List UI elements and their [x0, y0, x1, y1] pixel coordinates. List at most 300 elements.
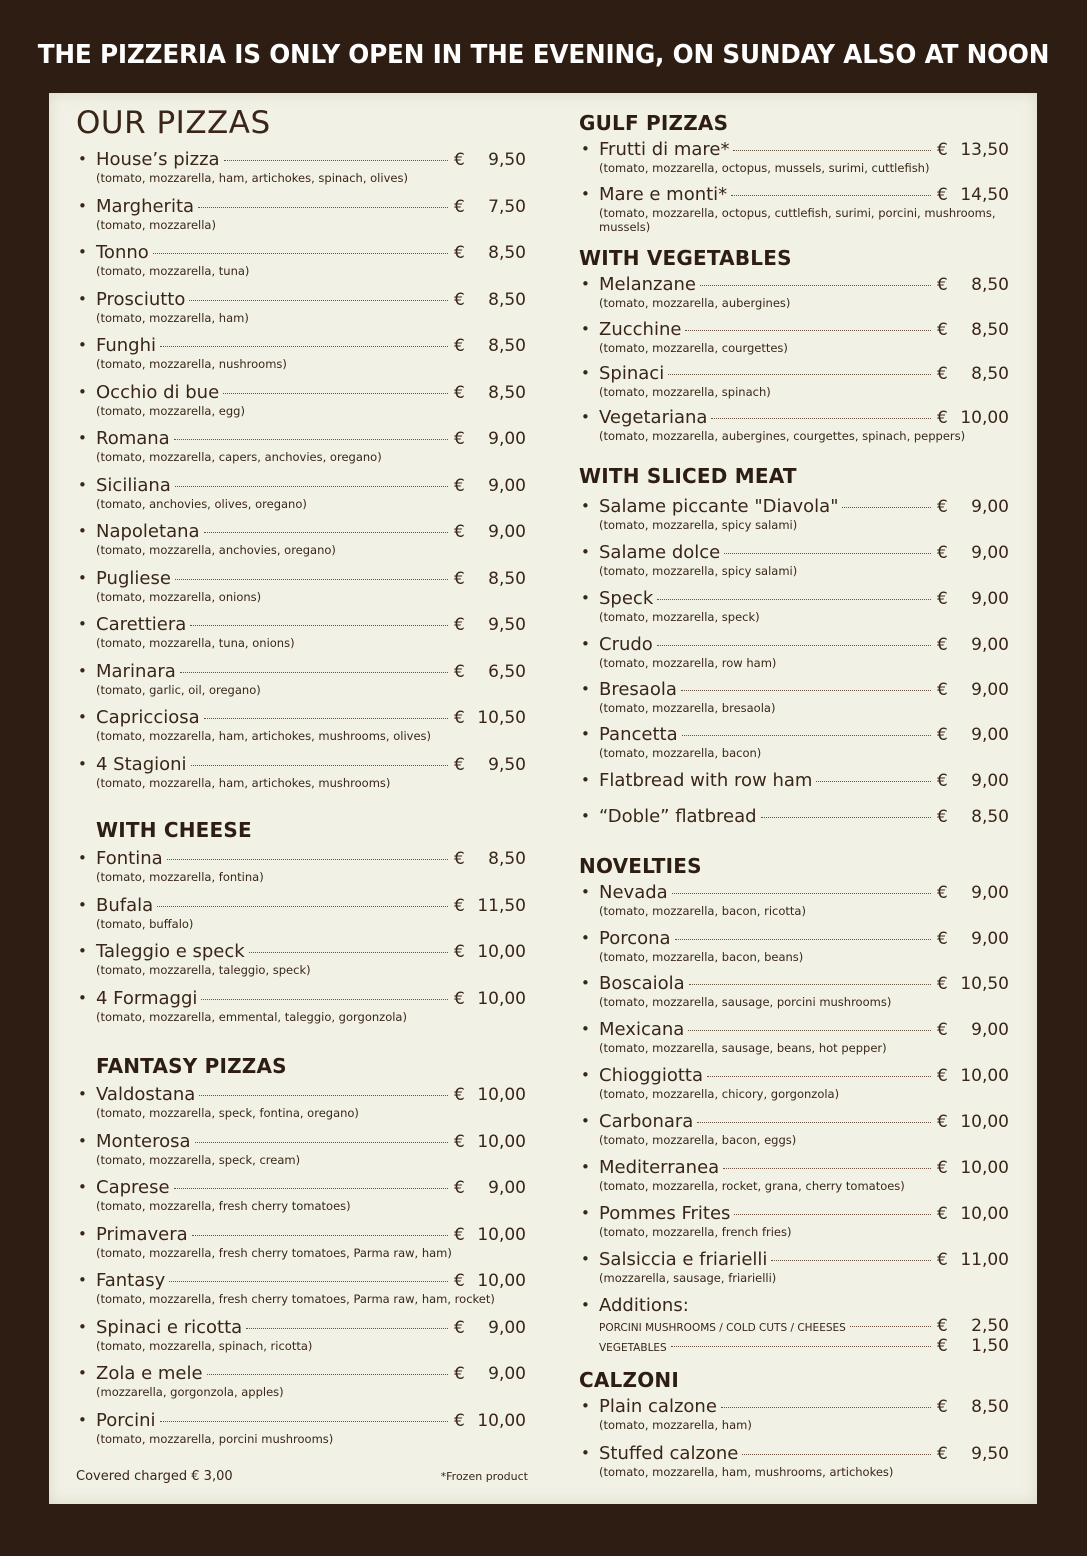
- price-amount: 9,00: [971, 680, 1009, 700]
- leader-dots: [657, 599, 931, 600]
- leader-dots: [192, 1235, 448, 1236]
- price-amount: 11,50: [477, 895, 526, 916]
- item-price: [454, 522, 526, 542]
- euro-sign: €: [937, 771, 948, 791]
- euro-sign: €: [454, 1224, 465, 1245]
- price-amount: 8,50: [488, 568, 526, 589]
- menu-item-row: [96, 428, 526, 449]
- menu-item-row: [599, 319, 1009, 340]
- item-name: • Vegetariana: [599, 407, 708, 428]
- leader-dots: [169, 1281, 448, 1282]
- menu-item-row: [599, 496, 1009, 517]
- menu-item: [76, 988, 526, 1035]
- euro-sign: €: [454, 1131, 465, 1152]
- item-name: • Mare e monti*: [599, 184, 728, 205]
- euro-sign: €: [937, 680, 948, 700]
- price-amount: 10,50: [477, 708, 526, 728]
- price-amount: 9,00: [488, 1364, 526, 1384]
- leader-dots: [689, 984, 931, 985]
- leader-dots: [246, 1328, 448, 1329]
- item-price: [454, 896, 526, 916]
- euro-sign: €: [937, 1444, 948, 1464]
- price-amount: 10,00: [477, 942, 526, 962]
- menu-item-row: [599, 724, 1009, 745]
- item-name: • Fantasy: [96, 1270, 166, 1291]
- menu-item: [579, 806, 1009, 852]
- price-amount: 9,00: [971, 929, 1009, 949]
- euro-sign: €: [454, 895, 465, 916]
- price-amount: 9,00: [488, 1178, 526, 1198]
- item-name: • Monterosa: [96, 1130, 191, 1152]
- menu-item: [76, 1317, 526, 1364]
- menu-item: [579, 184, 1009, 244]
- item-price: [937, 275, 1009, 295]
- item-ingredients: (tomato, mozzarella): [96, 217, 216, 232]
- leader-dots: [160, 346, 448, 347]
- frozen-note: *Frozen product: [440, 1470, 528, 1483]
- item-ingredients: (tomato, mozzarella, sausage, porcini mushrooms): [599, 995, 892, 1009]
- price-amount: 9,50: [971, 1444, 1009, 1464]
- menu-item: [579, 1396, 1009, 1443]
- calzoni-heading: CALZONI: [579, 1368, 679, 1392]
- item-name: • Prosciutto: [96, 288, 186, 310]
- euro-sign: €: [937, 589, 948, 609]
- item-name: • Salame piccante "Diavola": [599, 496, 839, 517]
- item-ingredients: (tomato, mozzarella, aubergines, courgettes, spinach, peppers): [599, 429, 966, 443]
- item-price: [937, 929, 1009, 949]
- leader-dots: [191, 765, 448, 766]
- novelties-heading: NOVELTIES: [579, 854, 702, 878]
- item-name: • 4 Stagioni: [96, 753, 187, 775]
- menu-item-row: [96, 941, 526, 962]
- leader-dots: [160, 1421, 448, 1422]
- menu-item-row: [599, 1065, 1009, 1086]
- leader-dots: [723, 1168, 931, 1169]
- item-price: [454, 476, 526, 496]
- item-price: [454, 1271, 526, 1291]
- item-ingredients: (tomato, mozzarella, bacon, ricotta): [599, 904, 806, 918]
- euro-sign: €: [937, 1020, 948, 1040]
- menu-item: [579, 928, 1009, 973]
- price-amount: 10,00: [960, 1204, 1009, 1224]
- menu-item-row: [96, 1410, 526, 1431]
- item-price: [454, 1085, 526, 1105]
- item-price: [454, 849, 526, 869]
- price-amount: 9,00: [971, 497, 1009, 517]
- price-amount: 13,50: [960, 140, 1009, 160]
- item-name: • Plain calzone: [599, 1396, 717, 1417]
- menu-item-row: [96, 335, 526, 356]
- item-ingredients: (tomato, mozzarella, spinach): [599, 385, 771, 399]
- item-name: • Pommes Frites: [599, 1203, 731, 1224]
- menu-item-row: [599, 274, 1009, 295]
- our-pizzas-list: [76, 149, 526, 800]
- with-cheese-heading: WITH CHEESE: [96, 818, 252, 842]
- menu-item: [76, 848, 526, 895]
- menu-item-row: [96, 242, 526, 263]
- leader-dots: [189, 300, 448, 301]
- menu-item: [579, 542, 1009, 588]
- item-name: • Valdostana: [96, 1084, 196, 1105]
- addition-price: € 2,50: [937, 1316, 1009, 1336]
- price-amount: 11,00: [960, 1250, 1009, 1270]
- leader-dots: [711, 418, 931, 419]
- item-price: [937, 1444, 1009, 1464]
- opening-hours-banner: THE PIZZERIA IS ONLY OPEN IN THE EVENING, ON SUNDAY ALSO AT NOON: [37, 40, 1050, 70]
- item-price: [454, 1364, 526, 1384]
- left-column: [76, 93, 526, 1456]
- addition-name: PORCINI MUSHROOMS / COLD CUTS / CHEESES: [599, 1322, 846, 1334]
- item-ingredients: (tomato, mozzarella, bresaola): [599, 701, 776, 715]
- euro-sign: €: [454, 1317, 465, 1338]
- item-name: • Melanzane: [599, 274, 697, 295]
- item-ingredients: (tomato, mozzarella, speck, cream): [96, 1152, 301, 1167]
- leader-dots: [733, 150, 931, 151]
- price-amount: 14,50: [960, 185, 1009, 205]
- euro-sign: €: [454, 429, 465, 449]
- menu-item: [76, 754, 526, 801]
- menu-item: [579, 274, 1009, 319]
- menu-item: [579, 770, 1009, 806]
- menu-item-row: [96, 1224, 526, 1245]
- menu-item: [579, 1065, 1009, 1111]
- item-ingredients: (tomato, mozzarella, aubergines): [599, 296, 791, 310]
- item-ingredients: (tomato, mozzarella, bacon, beans): [599, 950, 804, 964]
- menu-item: [76, 568, 526, 615]
- euro-sign: €: [454, 849, 465, 869]
- euro-sign: €: [454, 988, 465, 1009]
- menu-item-row: [599, 1249, 1009, 1270]
- item-price: [454, 243, 526, 263]
- menu-item-row: [599, 363, 1009, 384]
- euro-sign: €: [937, 929, 948, 949]
- item-name: • Siciliana: [96, 474, 171, 496]
- menu-item: [579, 139, 1009, 184]
- menu-item-row: [599, 1203, 1009, 1224]
- menu-item-row: [96, 1131, 526, 1152]
- price-amount: 10,00: [960, 1158, 1009, 1178]
- menu-item: [579, 407, 1009, 464]
- price-amount: 9,00: [971, 725, 1009, 745]
- item-price: [454, 942, 526, 962]
- item-ingredients: (tomato, mozzarella, porcini mushrooms): [96, 1431, 334, 1446]
- price-amount: 9,00: [488, 475, 526, 496]
- leader-dots: [700, 285, 931, 286]
- leader-dots: [224, 160, 448, 161]
- price-amount: 8,50: [971, 1397, 1009, 1417]
- item-price: [937, 725, 1009, 745]
- item-name: • Mexicana: [599, 1019, 685, 1040]
- item-price: [937, 589, 1009, 609]
- item-ingredients: (tomato, mozzarella, courgettes): [599, 341, 788, 355]
- item-name: • Salsiccia e friarielli: [599, 1249, 768, 1270]
- leader-dots: [174, 1188, 448, 1189]
- item-price: [937, 883, 1009, 903]
- leader-dots: [157, 906, 448, 907]
- menu-item-row: [96, 661, 526, 682]
- item-name: • Porcini: [96, 1409, 156, 1431]
- item-price: [937, 1250, 1009, 1270]
- item-price: [454, 150, 526, 170]
- leader-dots: [204, 718, 448, 719]
- fantasy-pizzas-list: [76, 1084, 526, 1456]
- menu-item: [76, 382, 526, 429]
- item-price: [937, 807, 1009, 827]
- leader-dots: [249, 952, 448, 953]
- menu-item-row: [599, 634, 1009, 655]
- item-price: [454, 336, 526, 356]
- leader-dots: [681, 690, 931, 691]
- leader-dots: [190, 625, 448, 626]
- menu-item: [76, 1084, 526, 1131]
- addition-row-vegetables: [599, 1336, 1009, 1356]
- item-ingredients: (tomato, mozzarella, fresh cherry tomatoes, Parma raw, ham, rocket): [96, 1292, 495, 1306]
- item-ingredients: (mozzarella, gorgonzola, apples): [96, 1385, 284, 1399]
- euro-sign: €: [937, 807, 948, 827]
- euro-sign: €: [454, 243, 465, 263]
- item-price: [454, 429, 526, 449]
- additions-label: Additions:: [599, 1295, 689, 1316]
- item-price: [454, 1178, 526, 1198]
- novelties-list: [579, 882, 1009, 1295]
- euro-sign: €: [937, 1397, 948, 1417]
- leader-dots: [742, 1454, 931, 1455]
- item-price: [937, 771, 1009, 791]
- price-amount: 9,00: [488, 522, 526, 542]
- leader-dots: [174, 439, 448, 440]
- item-name: • Carbonara: [599, 1111, 694, 1132]
- menu-item-row: [96, 707, 526, 728]
- our-pizzas-title: OUR PIZZAS: [76, 105, 271, 141]
- menu-item: [579, 496, 1009, 542]
- item-ingredients: (tomato, mozzarella, anchovies, oregano): [96, 543, 336, 557]
- item-ingredients: (tomato, mozzarella, ham): [599, 1418, 752, 1432]
- euro-sign: €: [454, 1364, 465, 1384]
- item-price: [937, 1066, 1009, 1086]
- leader-dots: [223, 393, 448, 394]
- euro-sign: €: [937, 140, 948, 160]
- addition-name: VEGETABLES: [599, 1342, 667, 1354]
- item-price: [454, 1225, 526, 1245]
- menu-item-row: [599, 1396, 1009, 1417]
- menu-item-row: [599, 806, 1009, 827]
- menu-item-row: [96, 1084, 526, 1105]
- euro-sign: €: [454, 196, 465, 217]
- item-ingredients: (tomato, mozzarella, capers, anchovies, oregano): [96, 450, 382, 464]
- item-ingredients: (tomato, mozzarella, chicory, gorgonzola): [599, 1087, 840, 1101]
- menu-item: [76, 941, 526, 988]
- item-price: [937, 320, 1009, 340]
- euro-sign: €: [454, 568, 465, 589]
- price-amount: 8,50: [971, 364, 1009, 384]
- menu-item-row: [96, 289, 526, 310]
- item-ingredients: (tomato, mozzarella, taleggio, speck): [96, 963, 311, 977]
- menu-item-row: [599, 679, 1009, 700]
- euro-sign: €: [454, 522, 465, 542]
- item-name: • 4 Formaggi: [96, 987, 198, 1009]
- item-price: [454, 1132, 526, 1152]
- item-ingredients: (tomato, mozzarella, octopus, cuttlefish, surimi, porcini, mushrooms, mussels): [599, 206, 996, 234]
- with-sliced-meat-list: [579, 496, 1009, 852]
- menu-item: [76, 335, 526, 382]
- leader-dots: [153, 253, 448, 254]
- euro-sign: €: [937, 543, 948, 563]
- leader-dots: [734, 1214, 931, 1215]
- leader-dots: [724, 553, 931, 554]
- menu-item-row: [96, 848, 526, 869]
- price-amount: 8,50: [971, 807, 1009, 827]
- item-ingredients: (tomato, mozzarella, fontina): [96, 870, 264, 884]
- menu-item-row: [96, 1177, 526, 1198]
- price-amount: 8,50: [488, 382, 526, 403]
- price-amount: 8,50: [488, 289, 526, 310]
- leader-dots: [682, 735, 931, 736]
- item-name: • Flatbread with row ham: [599, 770, 813, 791]
- euro-sign: €: [937, 1158, 948, 1178]
- item-ingredients: (tomato, mozzarella, sausage, beans, hot pepper): [599, 1041, 887, 1055]
- item-name: • Nevada: [599, 882, 668, 903]
- leader-dots: [842, 507, 931, 508]
- menu-item: [76, 1363, 526, 1410]
- item-price: [937, 185, 1009, 205]
- euro-sign: €: [454, 289, 465, 310]
- euro-sign: €: [454, 1271, 465, 1291]
- price-amount: 10,00: [960, 408, 1009, 428]
- item-name: • Napoletana: [96, 521, 200, 542]
- menu-item: [579, 724, 1009, 770]
- item-name: • Spinaci e ricotta: [96, 1316, 243, 1338]
- item-price: [937, 543, 1009, 563]
- menu-item: [76, 1131, 526, 1178]
- menu-item-row: [96, 1363, 526, 1384]
- euro-sign: €: [937, 275, 948, 295]
- menu-item: [76, 661, 526, 708]
- euro-sign: €: [454, 150, 465, 170]
- right-column: [579, 93, 1009, 1489]
- menu-footer: [76, 1469, 528, 1484]
- leader-dots: [721, 1407, 931, 1408]
- with-vegetables-list: [579, 274, 1009, 464]
- menu-item-row: [96, 382, 526, 403]
- menu-item-row: [599, 770, 1009, 791]
- menu-item-row: [599, 882, 1009, 903]
- menu-item-row: [96, 475, 526, 496]
- item-ingredients: (tomato, mozzarella, french fries): [599, 1225, 792, 1239]
- menu-item-row: [96, 196, 526, 217]
- leader-dots: [707, 1076, 931, 1077]
- menu-item-row: [599, 1443, 1009, 1464]
- euro-sign: €: [454, 754, 465, 775]
- menu-item-row: [599, 1157, 1009, 1178]
- item-name: • Bresaola: [599, 679, 677, 700]
- leader-dots: [850, 1326, 931, 1327]
- additions-block: • Additions: PORCINI MUSHROOMS / COLD CUTS / CHEESES € 2,50 VEGETABLES € 1,50: [581, 1295, 1009, 1356]
- item-name: • Occhio di bue: [96, 381, 220, 403]
- item-ingredients: (tomato, anchovies, olives, oregano): [96, 496, 307, 511]
- item-ingredients: (tomato, mozzarella, spinach, ricotta): [96, 1338, 313, 1353]
- menu-item-row: [599, 407, 1009, 428]
- item-price: [454, 569, 526, 589]
- menu-item: [76, 1410, 526, 1457]
- menu-item-row: [96, 568, 526, 589]
- item-price: [454, 383, 526, 403]
- item-price: [937, 635, 1009, 655]
- item-ingredients: (tomato, mozzarella, octopus, mussels, surimi, cuttlefish): [599, 161, 930, 175]
- item-price: [937, 974, 1009, 994]
- euro-sign: €: [937, 408, 948, 428]
- item-price: [454, 290, 526, 310]
- menu-item: [76, 1224, 526, 1271]
- item-price: [937, 364, 1009, 384]
- item-ingredients: (tomato, mozzarella, speck): [599, 610, 760, 624]
- item-ingredients: (tomato, mozzarella, spicy salami): [599, 518, 798, 532]
- leader-dots: [195, 1142, 448, 1143]
- menu-item: [76, 196, 526, 243]
- price-amount: 8,50: [488, 243, 526, 263]
- leader-dots: [761, 817, 931, 818]
- item-name: • Salame dolce: [599, 542, 721, 563]
- item-ingredients: (tomato, mozzarella, ham, artichokes, spinach, olives): [96, 171, 408, 185]
- price-amount: 9,00: [971, 1020, 1009, 1040]
- euro-sign: €: [937, 185, 948, 205]
- item-ingredients: (tomato, mozzarella, bacon): [599, 746, 762, 760]
- menu-item: [579, 973, 1009, 1019]
- menu-item: [76, 475, 526, 522]
- menu-item-row: [96, 988, 526, 1009]
- item-name: • Chioggiotta: [599, 1065, 704, 1086]
- item-ingredients: (tomato, mozzarella, nushrooms): [96, 357, 287, 371]
- menu-item: [579, 1443, 1009, 1489]
- item-price: [937, 1020, 1009, 1040]
- price-amount: 10,00: [477, 1271, 526, 1291]
- item-price: [454, 755, 526, 775]
- menu-item: [76, 1177, 526, 1224]
- with-vegetables-heading: WITH VEGETABLES: [579, 246, 792, 270]
- item-ingredients: (tomato, mozzarella, bacon, eggs): [599, 1133, 797, 1147]
- item-ingredients: (tomato, mozzarella, emmental, taleggio, gorgonzola): [96, 1009, 407, 1024]
- item-ingredients: (tomato, mozzarella, spicy salami): [599, 564, 798, 578]
- menu-item-row: [96, 895, 526, 916]
- item-ingredients: (tomato, mozzarella, fresh cherry tomatoes): [96, 1199, 351, 1213]
- euro-sign: €: [454, 615, 465, 635]
- leader-dots: [175, 486, 448, 487]
- item-ingredients: (tomato, mozzarella, row ham): [599, 656, 777, 670]
- menu-item: [76, 521, 526, 568]
- cover-charge: Covered charged € 3,00: [76, 1469, 233, 1484]
- item-ingredients: (tomato, mozzarella, onions): [96, 589, 262, 604]
- price-amount: 10,00: [477, 988, 526, 1009]
- menu-item: [579, 1203, 1009, 1249]
- leader-dots: [175, 579, 448, 580]
- euro-sign: €: [937, 320, 948, 340]
- euro-sign: €: [454, 942, 465, 962]
- price-amount: 6,50: [488, 661, 526, 682]
- item-price: [454, 708, 526, 728]
- euro-sign: €: [937, 635, 948, 655]
- item-name: • Pugliese: [96, 567, 171, 589]
- menu-item: [76, 149, 526, 196]
- euro-sign: €: [937, 364, 948, 384]
- price-amount: 8,50: [971, 275, 1009, 295]
- item-price: [937, 1204, 1009, 1224]
- item-ingredients: (tomato, mozzarella, tuna): [96, 264, 250, 278]
- menu-item-row: [96, 754, 526, 775]
- item-price: [454, 1411, 526, 1431]
- price-amount: 9,50: [488, 150, 526, 170]
- item-name: • Marinara: [96, 660, 176, 682]
- menu-item-row: [599, 184, 1009, 205]
- price-amount: 9,00: [971, 883, 1009, 903]
